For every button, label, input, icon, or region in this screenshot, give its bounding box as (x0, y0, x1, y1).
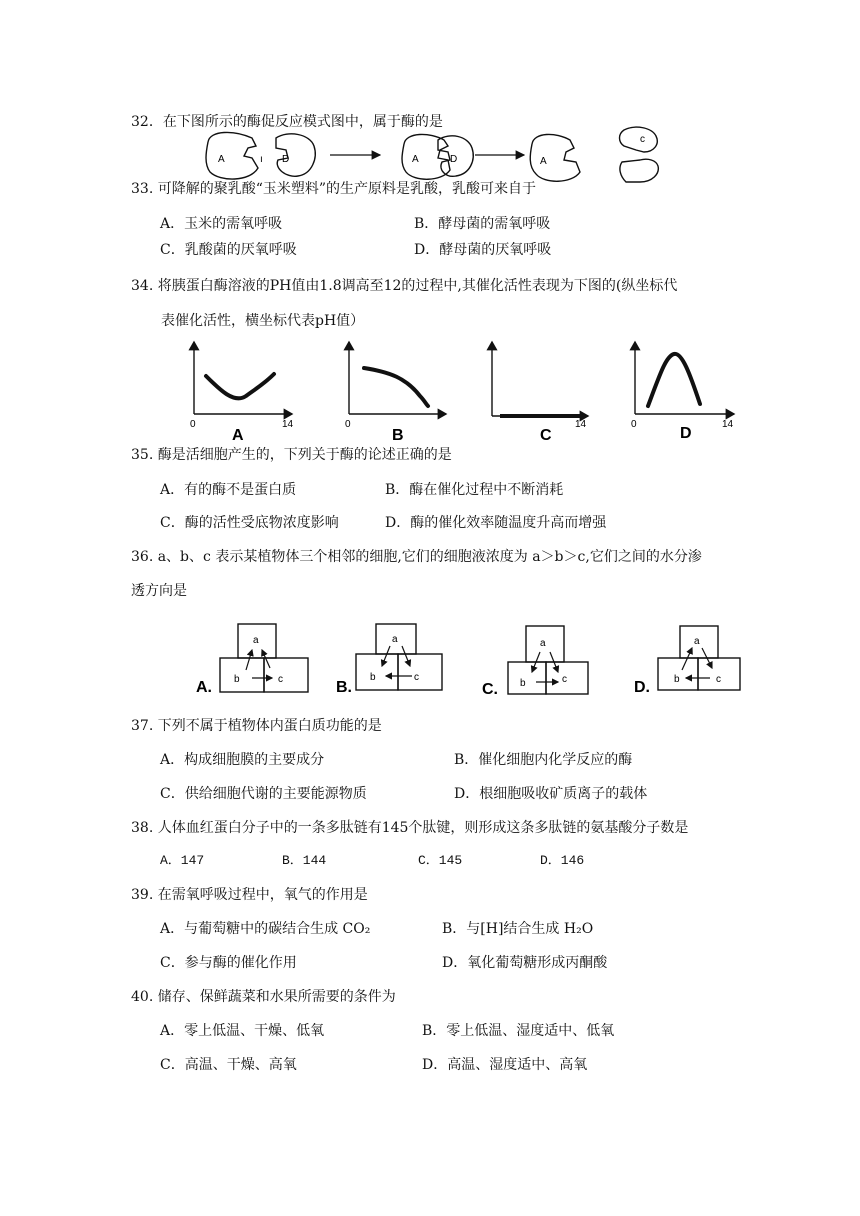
q38-option-b: B．144 (282, 853, 327, 868)
q37-option-b: B．催化细胞内化学反应的酶 (454, 752, 633, 768)
q36-stem-line1: 36. a、b、c 表示某植物体三个相邻的细胞,它们的细胞液浓度为 a＞b＞c,它们之间的水分渗 (131, 549, 702, 565)
graph-b (345, 342, 446, 444)
svg-text:0: 0 (345, 419, 351, 430)
svg-text:a: a (392, 634, 398, 645)
svg-text:c: c (562, 674, 567, 685)
svg-text:B: B (392, 427, 404, 444)
q39-stem: 39. 在需氧呼吸过程中，氧气的作用是 (131, 887, 368, 903)
q34-stem-line2: 表催化活性，横坐标代表pH值） (161, 313, 365, 329)
svg-text:14: 14 (722, 419, 734, 430)
cell-diagram-c (482, 626, 588, 698)
graph-a-curve (206, 374, 274, 398)
q39-option-c: C．参与酶的催化作用 (160, 955, 297, 971)
svg-text:b: b (674, 674, 680, 685)
cell-diagram-a (196, 624, 308, 696)
svg-text:B.: B. (336, 679, 352, 696)
q39-option-a: A．与葡萄糖中的碳结合生成 CO₂ (160, 921, 371, 937)
svg-text:b: b (520, 678, 526, 689)
q38-option-c: C．145 (418, 853, 463, 868)
svg-text:D.: D. (634, 679, 650, 696)
svg-text:ı: ı (260, 154, 263, 165)
q32-stem: 32．在下图所示的酶促反应模式图中，属于酶的是 (131, 114, 443, 130)
graph-a (190, 342, 294, 444)
q40-stem: 40. 储存、保鲜蔬菜和水果所需要的条件为 (131, 989, 396, 1005)
graph-c (492, 342, 588, 444)
svg-text:D: D (680, 425, 692, 442)
svg-text:c: c (278, 674, 283, 685)
q34-graphs (180, 334, 740, 444)
svg-text:a: a (253, 635, 259, 646)
svg-text:A.: A. (196, 679, 212, 696)
graph-d-curve (648, 354, 700, 406)
q36-cell-diagrams (196, 620, 756, 700)
svg-text:b: b (370, 672, 376, 683)
svg-text:A: A (412, 154, 419, 165)
svg-text:a: a (540, 638, 546, 649)
svg-text:b: b (234, 674, 240, 685)
q33-option-a: A．玉米的需氧呼吸 (160, 216, 283, 232)
svg-text:0: 0 (190, 419, 196, 430)
q35-option-c: C．酶的活性受底物浓度影响 (160, 515, 339, 531)
svg-text:C: C (540, 427, 552, 444)
svg-text:c: c (716, 674, 721, 685)
q33-option-b: B．酵母菌的需氧呼吸 (414, 216, 551, 232)
q37-option-d: D．根细胞吸收矿质离子的载体 (454, 786, 648, 802)
q35-option-a: A．有的酶不是蛋白质 (160, 482, 297, 498)
q33-option-c: C．乳酸菌的厌氧呼吸 (160, 242, 297, 258)
svg-text:A: A (232, 427, 244, 444)
q36-stem-line2: 透方向是 (131, 583, 187, 599)
svg-text:c: c (414, 672, 419, 683)
svg-text:a: a (694, 636, 700, 647)
svg-text:0: 0 (631, 419, 637, 430)
graph-b-curve (364, 368, 428, 406)
q33-stem: 33. 可降解的聚乳酸“玉米塑料”的生产原料是乳酸，乳酸可来自于 (131, 181, 537, 197)
q38-option-d: D．146 (540, 853, 585, 868)
q39-option-b: B．与[H]结合生成 H₂O (442, 921, 594, 937)
cell-diagram-d (634, 626, 740, 696)
q38-stem: 38. 人体血红蛋白分子中的一条多肽链有145个肽键，则形成这条多肽链的氨基酸分子数是 (131, 820, 689, 836)
q38-option-a: A．147 (160, 853, 205, 868)
svg-text:C.: C. (482, 681, 498, 698)
q37-option-c: C．供给细胞代谢的主要能源物质 (160, 786, 367, 802)
graph-d (631, 342, 734, 442)
q37-option-a: A．构成细胞膜的主要成分 (160, 752, 325, 768)
q40-option-c: C．高温、干燥、高氧 (160, 1057, 297, 1073)
svg-text:14: 14 (575, 419, 587, 430)
svg-text:c: c (640, 134, 645, 145)
enzyme-label: A (218, 154, 225, 165)
q39-option-d: D．氧化葡萄糖形成丙酮酸 (442, 955, 608, 971)
q35-stem: 35. 酶是活细胞产生的，下列关于酶的论述正确的是 (131, 447, 452, 463)
enzyme-shape (206, 132, 258, 179)
q37-stem: 37. 下列不属于植物体内蛋白质功能的是 (131, 718, 382, 734)
q35-option-b: B．酶在催化过程中不断消耗 (385, 482, 564, 498)
svg-text:14: 14 (282, 419, 294, 430)
cell-diagram-b (336, 624, 442, 696)
q35-option-d: D．酶的催化效率随温度升高而增强 (385, 515, 607, 531)
q40-option-a: A．零上低温、干燥、低氧 (160, 1023, 325, 1039)
svg-text:A: A (540, 156, 547, 167)
q40-option-b: B．零上低温、湿度适中、低氧 (422, 1023, 615, 1039)
q33-option-d: D．酵母菌的厌氧呼吸 (414, 242, 552, 258)
q40-option-d: D．高温、湿度适中、高氧 (422, 1057, 588, 1073)
svg-text:D: D (282, 154, 290, 165)
q32-enzyme-diagram (200, 124, 680, 186)
q34-stem-line1: 34. 将胰蛋白酶溶液的PH值由1.8调高至12的过程中,其催化活性表现为下图的(纵坐标代 (131, 278, 678, 294)
svg-text:D: D (450, 154, 458, 165)
